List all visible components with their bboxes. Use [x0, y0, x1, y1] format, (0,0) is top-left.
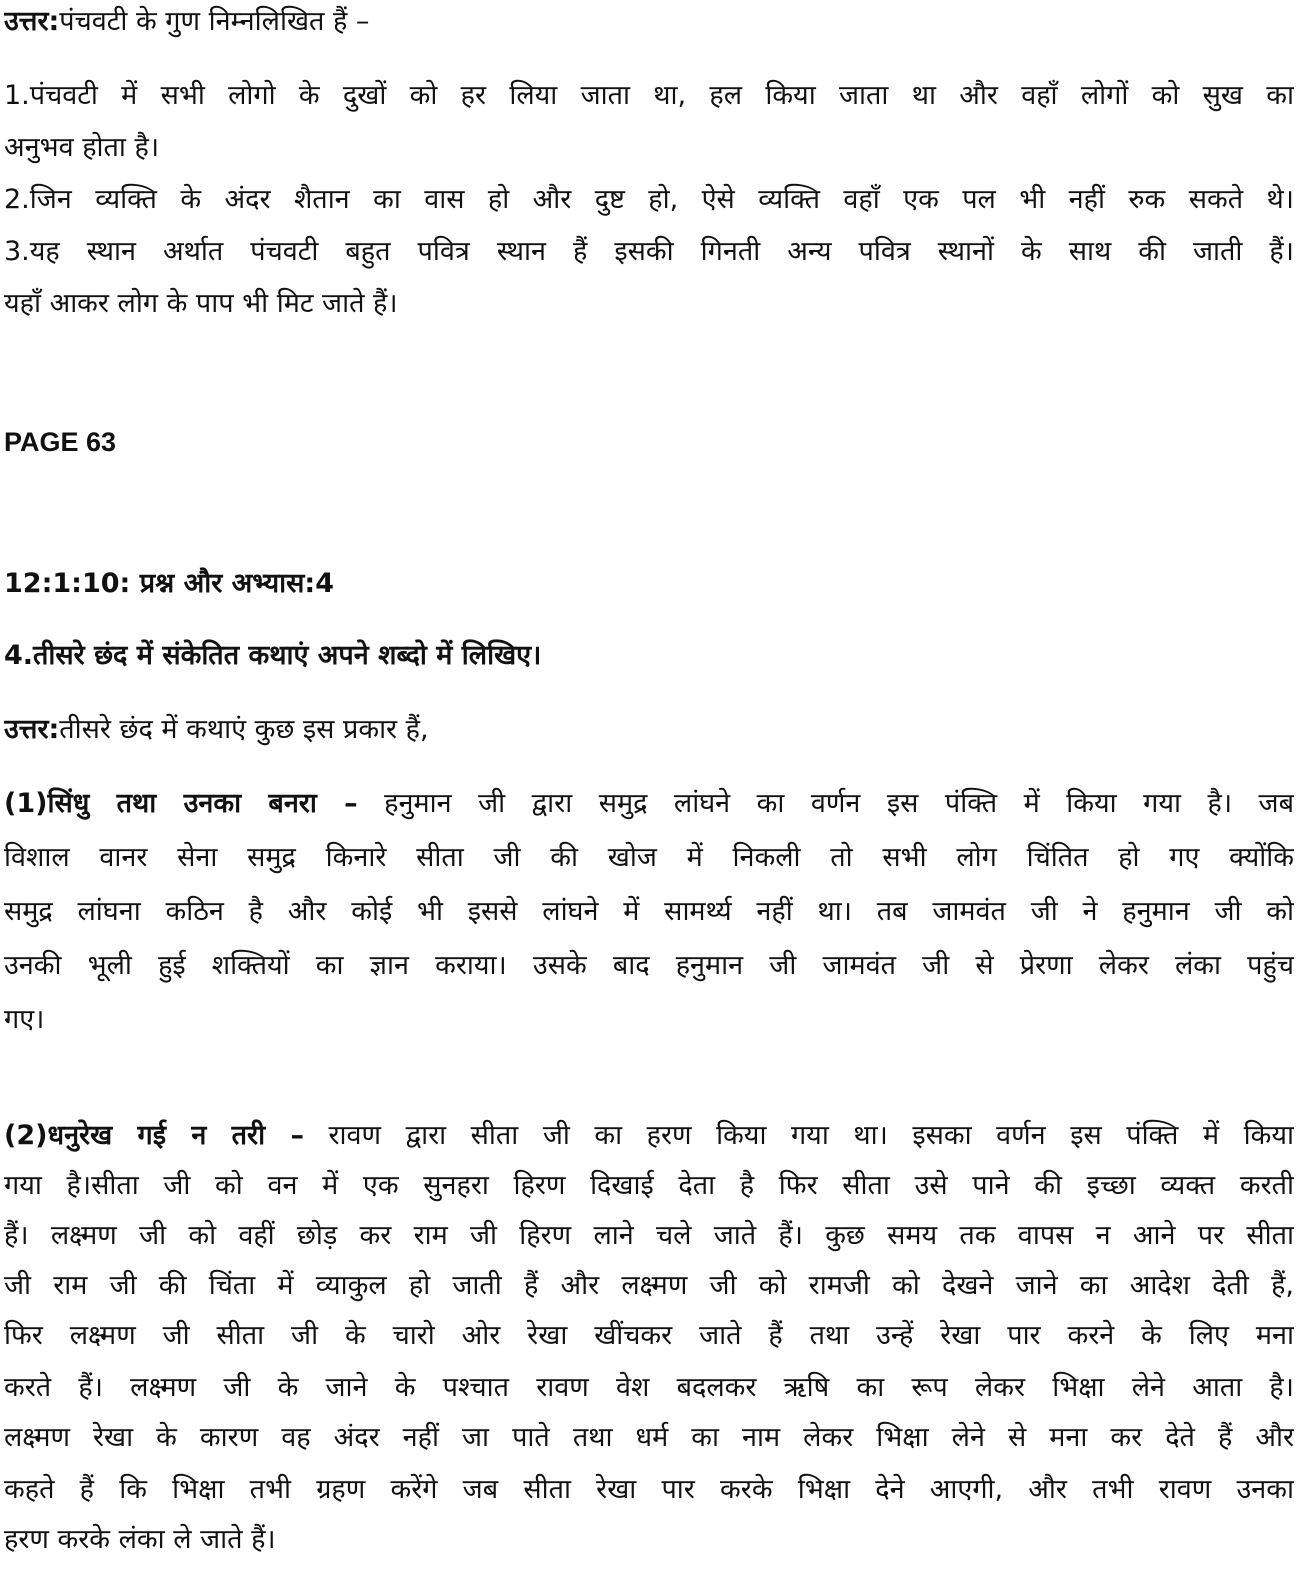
answer-1-point-line: 2.जिन व्यक्ति के अंदर शैतान का वास हो और दुष्ट हो, ऐसे व्यक्ति वहाँ एक पल भी नहीं रुक सकते थे।	[4, 184, 1294, 215]
answer-intro: तीसरे छंद में कथाएं कुछ इस प्रकार हैं,	[59, 714, 429, 745]
story-2-line: हैं। लक्ष्मण जी को वहीं छोड़ कर राम जी हिरण लाने चले जाते हैं। कुछ समय तक वापस न आने पर सीता	[4, 1220, 1294, 1251]
story-2-line: कहते हैं कि भिक्षा तभी ग्रहण करेंगे जब सीता रेखा पार करके भिक्षा देने आएगी, और तभी रावण उनका	[4, 1474, 1294, 1505]
answer-label: उत्तर:	[4, 714, 60, 745]
story-1-title: (1)सिंधु तथा उनका बनरा –	[4, 788, 358, 819]
answer-label: उत्तर:	[4, 6, 60, 37]
story-2-line: गया है।सीता जी को वन में एक सुनहरा हिरण दिखाई देता है फिर सीता उसे पाने की इच्छा व्यक्त करती	[4, 1170, 1294, 1201]
page-label: PAGE 63	[4, 427, 117, 457]
answer-2-heading	[4, 710, 1294, 750]
story-1-text: हनुमान जी द्वारा समुद्र लांघने का वर्णन इस पंक्ति में किया गया है। जब	[357, 788, 1294, 819]
answer-1-heading	[4, 2, 1294, 42]
story-1-line: विशाल वानर सेना समुद्र किनारे सीता जी की खोज में निकली तो सभी लोग चिंतित हो गए क्योंकि	[4, 842, 1294, 873]
story-1-line: समुद्र लांघना कठिन है और कोई भी इससे लांघने में सामर्थ्य नहीं था। तब जामवंत जी ने हनुमान जी को	[4, 896, 1294, 927]
answer-1-point-line: अनुभव होता है।	[4, 132, 160, 163]
story-1-line	[4, 784, 1294, 824]
answer-1-point-line: 3.यह स्थान अर्थात पंचवटी बहुत पवित्र स्थान हैं इसकी गिनती अन्य पवित्र स्थानों के साथ की जाती हैं।	[4, 236, 1294, 267]
story-2-line: करते हैं। लक्ष्मण जी के जाने के पश्चात रावण वेश बदलकर ऋषि का रूप लेकर भिक्षा लेने आता है।	[4, 1372, 1294, 1403]
answer-intro: पंचवटी के गुण निम्नलिखित हैं –	[59, 6, 370, 37]
story-1-line: गए।	[4, 1004, 45, 1035]
story-2-text: रावण द्वारा सीता जी का हरण किया गया था। इसका वर्णन इस पंक्ति में किया	[303, 1120, 1294, 1151]
question-text: 4.तीसरे छंद में संकेतित कथाएं अपने शब्दो में लिखिए।	[4, 640, 542, 671]
story-2-line: फिर लक्ष्मण जी सीता जी के चारो ओर रेखा खींचकर जाते हैं तथा उन्हें रेखा पार करने के लिए मना	[4, 1320, 1294, 1351]
story-2-line: जी राम जी की चिंता में व्याकुल हो जाती हैं और लक्ष्मण जी को रामजी को देखने जाने का आदेश देती हैं,	[4, 1270, 1294, 1301]
story-1-line: उनकी भूली हुई शक्तियों का ज्ञान कराया। उसके बाद हनुमान जी जामवंत जी से प्रेरणा लेकर लंका पहुंच	[4, 950, 1294, 981]
story-2-line	[4, 1116, 1294, 1156]
answer-1-point-line: 1.पंचवटी में सभी लोगो के दुखों को हर लिया जाता था, हल किया जाता था और वहाँ लोगों को सुख का	[4, 80, 1294, 111]
answer-1-point-line: यहाँ आकर लोग के पाप भी मिट जाते हैं।	[4, 288, 398, 319]
section-reference: 12:1:10: प्रश्न और अभ्यास:4	[4, 568, 334, 599]
story-2-title: (2)धनुरेख गई न तरी –	[4, 1120, 304, 1151]
story-2-line: लक्ष्मण रेखा के कारण वह अंदर नहीं जा पाते तथा धर्म का नाम लेकर भिक्षा लेने से मना कर देते हैं और	[4, 1422, 1294, 1453]
story-2-line: हरण करके लंका ले जाते हैं।	[4, 1524, 276, 1555]
